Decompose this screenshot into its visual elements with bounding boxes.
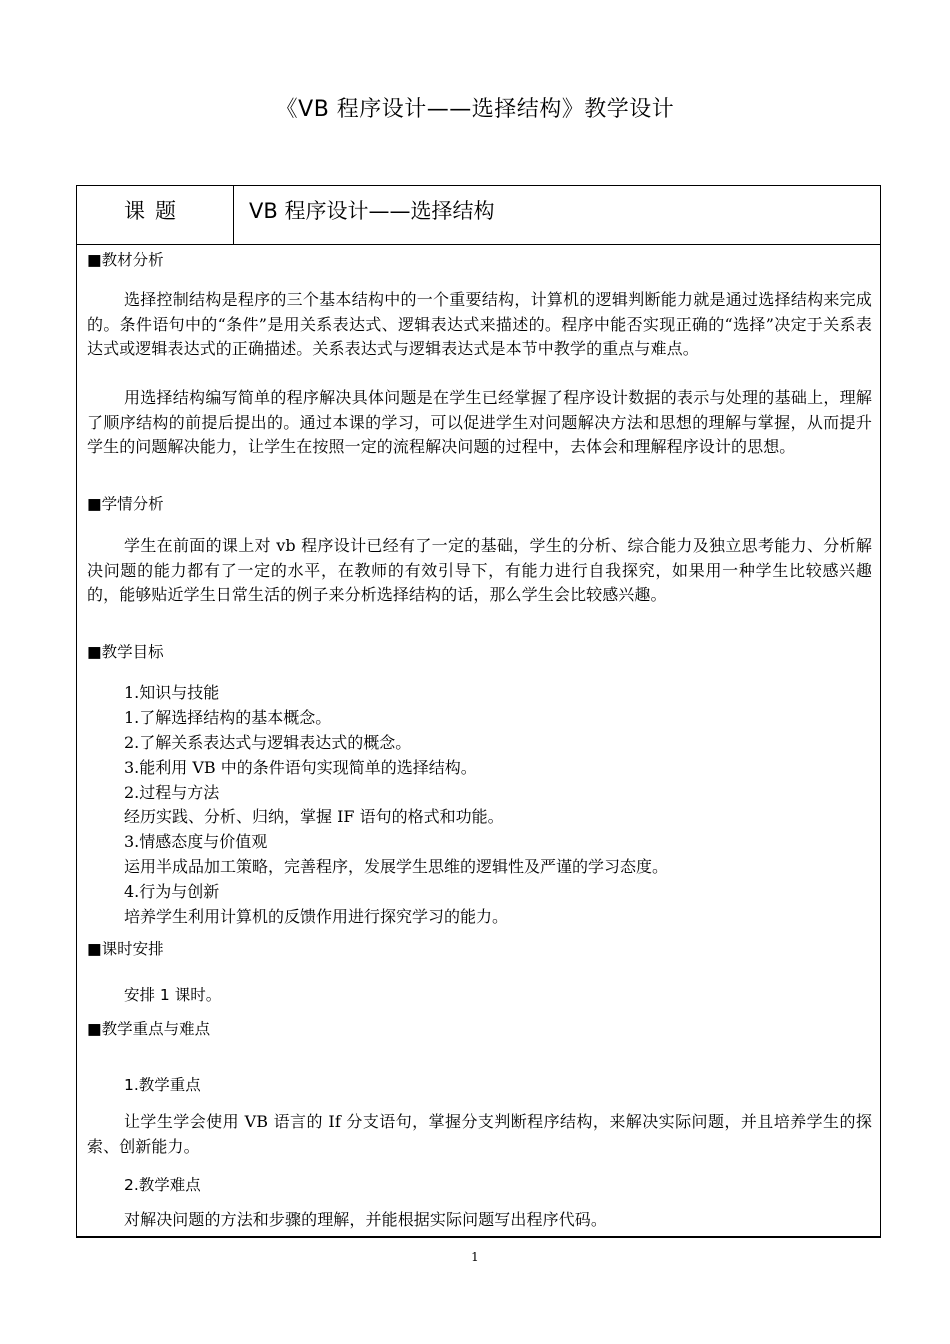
topic-row [77,186,880,245]
focus-heading: 1.教学重点 [124,1076,201,1094]
goal-line: 4.行为与创新 [124,882,220,901]
difficulty-heading: 2.教学难点 [124,1176,201,1194]
goal-line: 1.知识与技能 [124,683,220,702]
goal-line: 3.情感态度与价值观 [124,832,268,851]
section-heading-material: ■教材分析 [87,251,164,269]
goal-line: 运用半成品加工策略，完善程序，发展学生思维的逻辑性及严谨的学习态度。 [124,857,669,876]
topic-value: VB 程序设计——选择结构 [249,199,495,223]
material-paragraph-2: 用选择结构编写简单的程序解决具体问题是在学生已经掌握了程序设计数据的表示与处理的基础上，理解了顺序结构的前提后提出的。通过本课的学习，可以促进学生对问题解决方法和思想的理解与掌握，从而提升学生的问题解决能力，让学生在按照一定的流程解决问题的过程中，去体会和理解程序设计的思想。 [87,388,872,456]
topic-label: 课题 [77,186,234,244]
material-paragraph-1: 选择控制结构是程序的三个基本结构中的一个重要结构，计算机的逻辑判断能力就是通过选择结构来完成的。条件语句中的“条件”是用关系表达式、逻辑表达式来描述的。程序中能否实现正确的“选择”决定于关系表达式或逻辑表达式的正确描述。关系表达式与逻辑表达式是本节中教学的重点与难点。 [87,290,872,358]
section-heading-schedule: ■课时安排 [87,940,164,958]
section-heading-learners: ■学情分析 [87,495,164,513]
document-title: 《VB 程序设计——选择结构》教学设计 [275,97,675,122]
section-heading-keypoints: ■教学重点与难点 [87,1020,211,1038]
schedule-text: 安排 1 课时。 [124,986,222,1004]
learners-paragraph: 学生在前面的课上对 vb 程序设计已经有了一定的基础，学生的分析、综合能力及独立思考能力、分析解决问题的能力都有了一定的水平，在教师的有效引导下，有能力进行自我探究，如果用一种学生比较感兴趣的，能够贴近学生日常生活的例子来分析选择结构的话，那么学生会比较感兴趣。 [87,536,872,604]
goal-line: 2.了解关系表达式与逻辑表达式的概念。 [124,733,412,752]
goal-line: 经历实践、分析、归纳，掌握 IF 语句的格式和功能。 [124,807,504,826]
section-heading-goals: ■教学目标 [87,643,164,661]
goal-line: 2.过程与方法 [124,783,220,802]
lesson-plan-table [76,185,881,1238]
focus-paragraph: 让学生学会使用 VB 语言的 If 分支语句，掌握分支判断程序结构，来解决实际问题，并且培养学生的探索、创新能力。 [87,1112,872,1156]
goal-line: 培养学生利用计算机的反馈作用进行探究学习的能力。 [124,907,509,926]
page-number: 1 [471,1250,479,1264]
difficulty-paragraph: 对解决问题的方法和步骤的理解，并能根据实际问题写出程序代码。 [124,1210,608,1229]
goal-line: 3.能利用 VB 中的条件语句实现简单的选择结构。 [124,758,477,777]
goal-line: 1.了解选择结构的基本概念。 [124,708,332,727]
